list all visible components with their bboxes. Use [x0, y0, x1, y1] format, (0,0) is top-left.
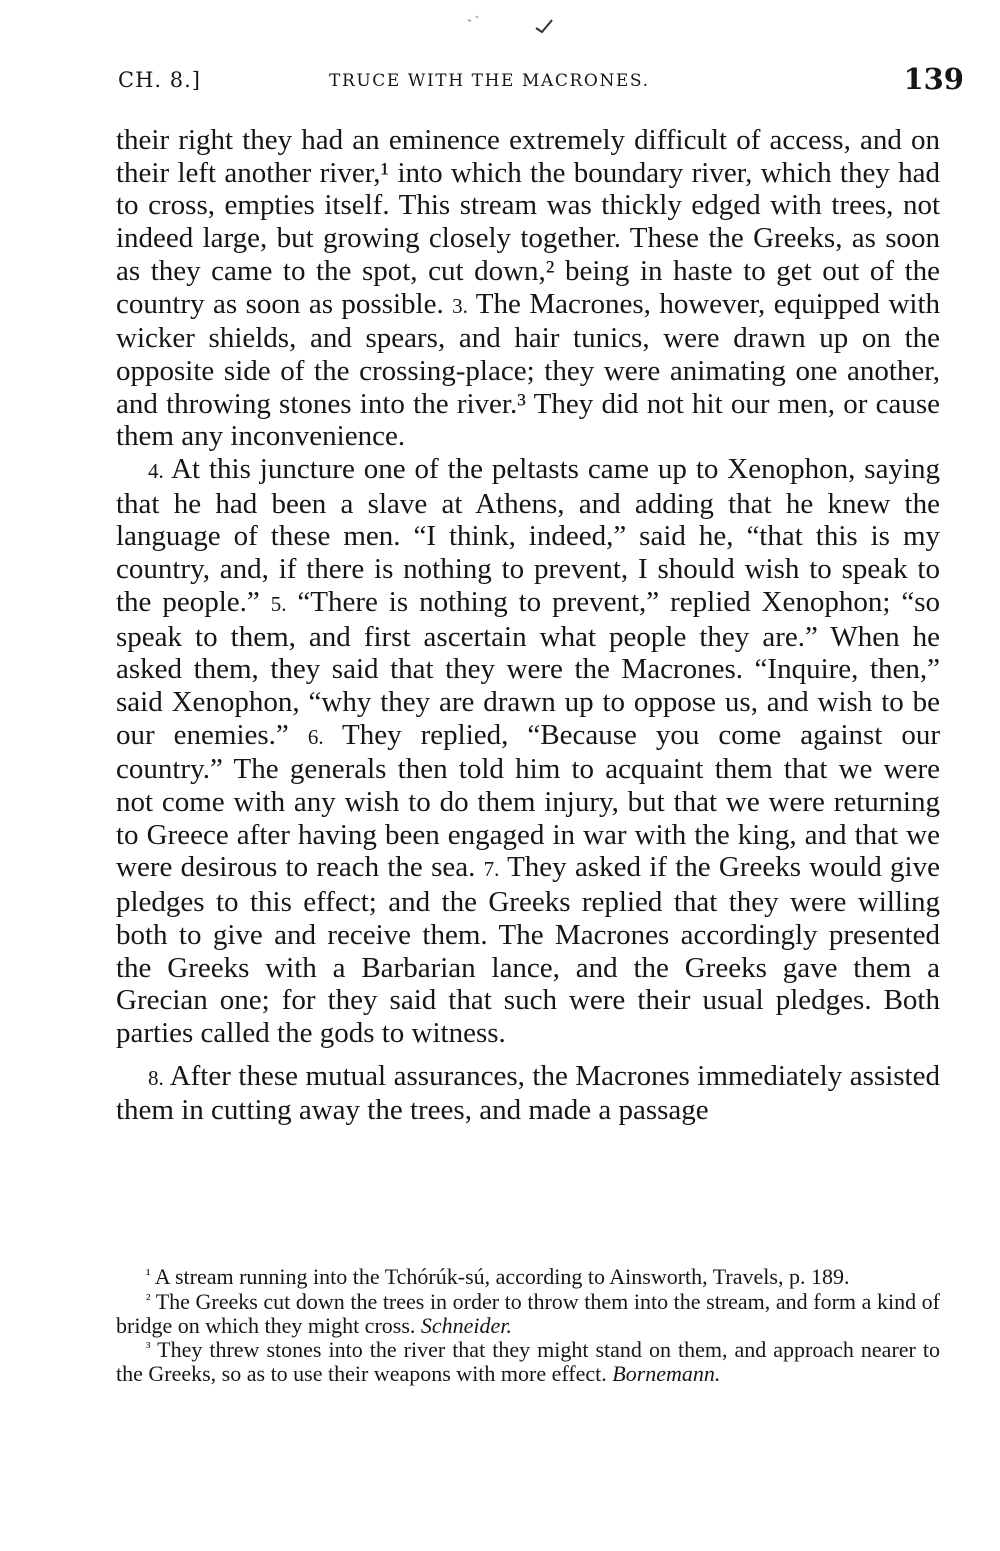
- page-title: TRUCE WITH THE MACRONES.: [329, 71, 650, 91]
- footnote-number: ¹: [146, 1267, 151, 1283]
- footnote: $^{^3}$ They threw stones into the river that they might stand on them, and approach nearer to the Greeks, so as to use their weapons with more effect. Bornemann.: [116, 1337, 940, 1387]
- paragraph: 8. After these mutual assurances, the Macrones immediately assisted them in cutting away the trees, and made a passage: [116, 1059, 940, 1127]
- footnotes: [116, 1264, 940, 1386]
- section-number: 3.: [452, 293, 468, 318]
- running-header: [116, 60, 964, 98]
- section-number: 5.: [270, 591, 287, 616]
- ink-mark-icon: [460, 6, 570, 42]
- page-number: 139: [903, 62, 964, 96]
- chapter-label: CH. 8.]: [118, 68, 201, 92]
- paragraph: 4. At this juncture one of the peltasts came up to Xenophon, saying that he had been a slave at Athens, and adding that he knew the language of these men. “I think, indeed,” said he, “that this is my country, and, if there is nothing to prevent, I should wish to speak to the people.” 5. “There is nothing to prevent,” replied Xenophon; “so speak to them, and first ascertain what people they are.” When he asked them, they said that they were the Macrones. “Inquire, then,” said Xenophon, “why they are drawn up to oppose us, and wish to be our enemies.” 6. They replied, “Because you come against our country.” The generals then told him to acquaint them that we were not come with any wish to do them injury, but that we were returning to Greece after having been engaged in war with the king, and that we were desirous to reach the sea. 7. They asked if the Greeks would give pledges to this effect; and the Greeks replied that they were willing both to give and receive them. The Macrones accordingly presented the Greeks with a Barbarian lance, and the Greeks gave them a Grecian one; for they said that such were their usual pledges. Both parties called the gods to witness.: [116, 453, 941, 1049]
- footnote-number: ³: [146, 1340, 151, 1357]
- section-number: 7.: [483, 857, 500, 882]
- section-number: 6.: [307, 724, 324, 749]
- footnote-citation: Schneider.: [420, 1312, 512, 1338]
- footnote: $^{^1}$ A stream running into the Tchórúk-sú, according to Ainsworth, Travels, p. 189.: [146, 1264, 850, 1289]
- paragraph: their right they had an eminence extremely difficult of access, and on their left another river,¹ into which the boundary river, which they had to cross, empties itself. This stream was thickly edged with trees, not indeed large, but growing closely together. These the Greeks, as soon as they came to the spot, cut down,² being in haste to get out of the country as soon as possible. 3. The Macrones, however, equipped with wicker shields, and spears, and hair tunics, were drawn up on the opposite side of the crossing-place; they were animating one another, and throwing stones into the river.³ They did not hit our men, or cause them any inconvenience.: [116, 124, 940, 453]
- section-number: 4.: [148, 459, 164, 484]
- main-text: [116, 124, 940, 1127]
- footnote: $^{^2}$ The Greeks cut down the trees in order to throw them into the stream, and form a kind of bridge on which they might cross. Schneider.: [116, 1288, 940, 1338]
- footnote-number: ²: [146, 1291, 151, 1308]
- section-number: 8.: [148, 1065, 164, 1090]
- footnote-citation: Bornemann.: [612, 1361, 721, 1387]
